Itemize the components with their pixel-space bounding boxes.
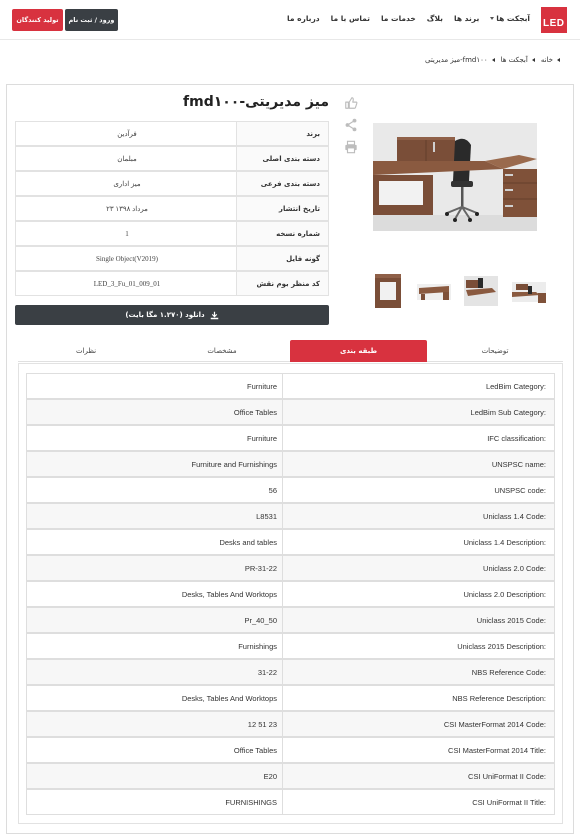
table-row (26, 659, 555, 685)
like-icon[interactable] (342, 95, 360, 111)
spec-key: NBS Reference Description: (282, 686, 554, 710)
caret-left-icon (557, 58, 560, 62)
spec-value: Office Tables (233, 745, 277, 755)
table-row (26, 581, 555, 607)
spec-key: Uniclass 2.0 Description: (282, 582, 554, 606)
info-row-publish-date (15, 196, 329, 221)
spec-value: 31-22 (257, 667, 277, 677)
nav-item-services[interactable] (381, 14, 416, 23)
breadcrumb-label: میز مدیریتی-fmd۱۰۰ (424, 56, 488, 64)
breadcrumb-label: خانه (540, 56, 553, 64)
info-value[interactable]: میز اداری (113, 179, 141, 188)
table-row (26, 737, 555, 763)
info-label: شماره نسخه (236, 222, 328, 245)
spec-value: Desks and tables (219, 537, 277, 547)
table-row (26, 633, 555, 659)
table-row (26, 789, 555, 815)
tab-comments[interactable]: نظرات (75, 347, 97, 355)
nav-item-brands[interactable] (454, 14, 479, 23)
nav-item-label: برند ها (454, 14, 480, 23)
print-icon[interactable] (342, 139, 360, 155)
spec-key: CSI UniFormat II Title: (282, 790, 554, 814)
spec-key: CSI UniFormat II Code: (282, 764, 554, 788)
tab-description[interactable]: توضیحات (481, 347, 509, 355)
table-row (26, 425, 555, 451)
nav-item-label: آبجکت ها (496, 14, 530, 23)
product-thumbnail[interactable] (375, 272, 413, 310)
spec-key: Uniclass 2015 Code: (282, 608, 554, 632)
download-label: دانلود (۱.۲۷۰ مگا بایت) (125, 311, 205, 319)
table-row (26, 451, 555, 477)
info-label: کد منظر بوم نقش (236, 272, 328, 295)
info-label: دسته بندی فرعی (236, 172, 328, 195)
product-thumbnail[interactable] (462, 272, 500, 310)
breadcrumb-home[interactable] (541, 56, 560, 64)
spec-value: Furniture and Furnishings (191, 459, 277, 469)
spec-value: Furnishings (238, 641, 277, 651)
nav-item-about[interactable] (287, 14, 320, 23)
table-row (26, 503, 555, 529)
spec-key: CSI MasterFormat 2014 Code: (282, 712, 554, 736)
info-label: برند (236, 122, 328, 145)
spec-value: Desks, Tables And Worktops (181, 693, 277, 703)
info-value: LED_3_Fu_01_009_01 (93, 279, 161, 288)
table-row (26, 685, 555, 711)
table-row (26, 711, 555, 737)
spec-value: E20 (263, 771, 277, 781)
table-row (26, 763, 555, 789)
share-icon[interactable] (342, 117, 360, 133)
spec-key: UNSPSC code: (282, 478, 554, 502)
nav-item-label: خدمات ما (380, 14, 416, 23)
download-button[interactable] (15, 305, 329, 325)
breadcrumb (425, 56, 560, 64)
caret-left-icon (492, 58, 495, 62)
product-main-image[interactable] (373, 95, 537, 259)
product-thumbnail[interactable] (510, 272, 548, 310)
nav-item-label: بلاگ (426, 14, 443, 23)
spec-value: Furniture (246, 381, 277, 391)
info-row-brand (15, 121, 329, 146)
info-row-version (15, 221, 329, 246)
tab-bar (18, 340, 563, 362)
spec-value: Office Tables (233, 407, 277, 417)
spec-key: Uniclass 2.0 Code: (282, 556, 554, 580)
info-label: دسته بندی اصلی (236, 147, 328, 170)
info-value[interactable]: فرآدین (117, 129, 137, 138)
spec-value: FURNISHINGS (225, 797, 277, 807)
login-register-button[interactable]: ورود / ثبت نام (65, 9, 118, 31)
producers-button[interactable]: تولید کنندگان (12, 9, 63, 31)
table-row (26, 373, 555, 399)
breadcrumb-objects[interactable] (501, 56, 535, 64)
download-icon (210, 311, 219, 320)
spec-value: 12 51 23 (247, 719, 277, 729)
tab-specifications[interactable]: مشخصات (207, 347, 237, 355)
spec-key: IFC classification: (282, 426, 554, 450)
spec-value: Furniture (246, 433, 277, 443)
product-title: میز مدیریتی-fmd۱۰۰ (183, 94, 329, 110)
info-label: تاریخ انتشار (236, 197, 328, 220)
spec-key: Uniclass 1.4 Description: (282, 530, 554, 554)
info-value[interactable]: مبلمان (117, 154, 137, 163)
spec-key: LedBim Sub Category: (282, 400, 554, 424)
table-row (26, 529, 555, 555)
logo-text: LED (543, 18, 565, 29)
info-value: Single Object(V2019) (95, 254, 158, 263)
spec-value: 56 (268, 485, 277, 495)
spec-key: LedBim Category: (282, 374, 554, 398)
main-nav (287, 14, 530, 23)
caret-left-icon (532, 58, 535, 62)
nav-item-label: تماس با ما (330, 14, 370, 23)
info-row-file-type (15, 246, 329, 271)
spec-key: Uniclass 1.4 Code: (282, 504, 554, 528)
spec-key: CSI MasterFormat 2014 Title: (282, 738, 554, 762)
table-row (26, 555, 555, 581)
breadcrumb-current (425, 56, 495, 64)
table-row (26, 477, 555, 503)
nav-item-contact[interactable] (331, 14, 370, 23)
tab-classification[interactable]: طبقه بندی (290, 340, 427, 362)
info-row-sub-category (15, 171, 329, 196)
spec-value: L8531 (256, 511, 277, 521)
spec-key: Uniclass 2015 Description: (282, 634, 554, 658)
product-thumbnail[interactable] (415, 272, 453, 310)
nav-item-objects[interactable] (490, 14, 530, 23)
nav-item-blog[interactable] (427, 14, 443, 23)
header (0, 0, 580, 40)
info-value: 1 (125, 229, 129, 238)
table-row (26, 399, 555, 425)
breadcrumb-label: آبجکت ها (500, 56, 528, 64)
logo[interactable] (541, 7, 567, 33)
nav-item-label: درباره ما (287, 14, 320, 23)
spec-value: Desks, Tables And Worktops (181, 589, 277, 599)
spec-value: Pr_40_50 (244, 615, 277, 625)
spec-value: PR-31-22 (244, 563, 277, 573)
info-value: ۲۳ مرداد ۱۳۹۸ (106, 204, 148, 213)
spec-key: NBS Reference Code: (282, 660, 554, 684)
info-row-main-category (15, 146, 329, 171)
table-row (26, 607, 555, 633)
info-label: گونه فایل (236, 247, 328, 270)
spec-key: UNSPSC name: (282, 452, 554, 476)
info-row-code (15, 271, 329, 296)
chevron-down-icon (490, 17, 494, 20)
